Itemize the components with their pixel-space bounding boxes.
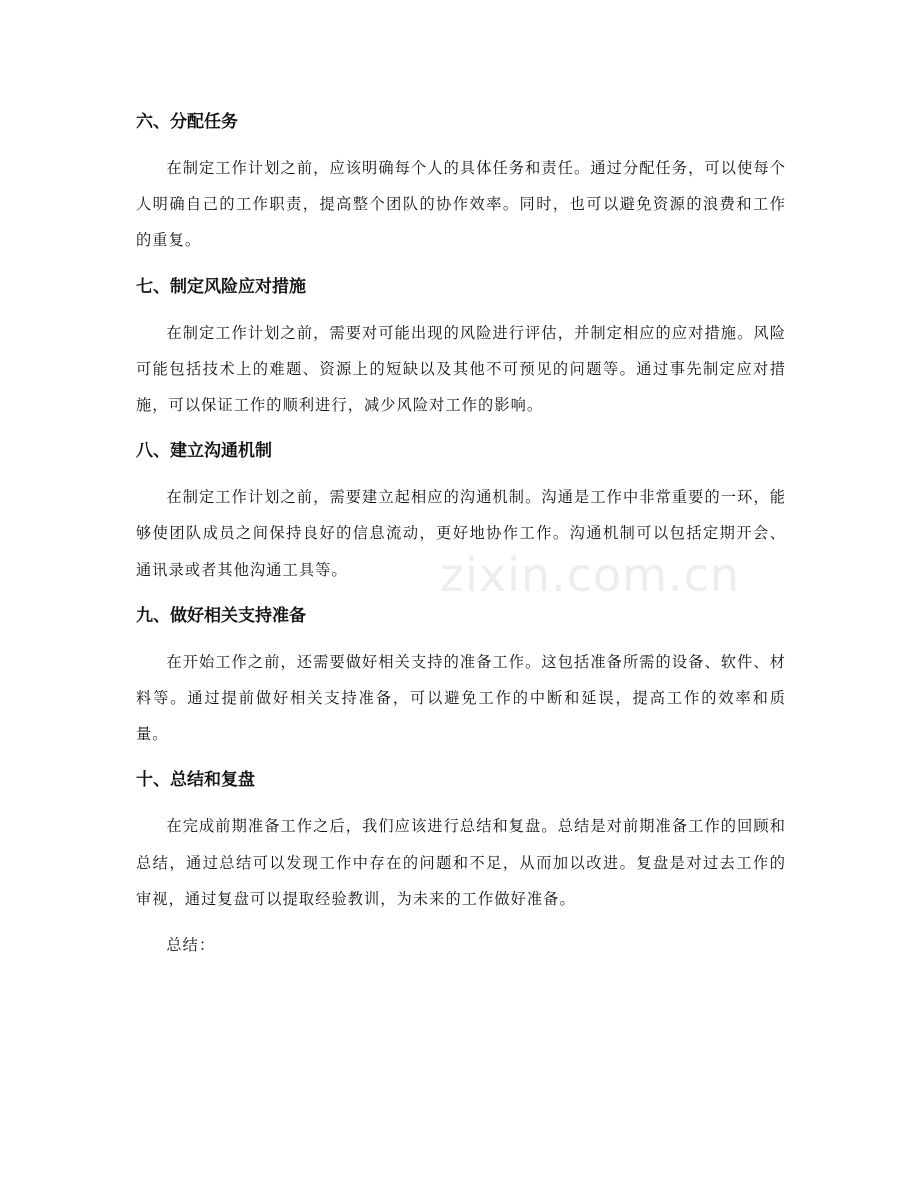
summary-label: 总结：: [166, 936, 216, 955]
section-heading: 九、做好相关支持准备: [136, 605, 306, 626]
section-paragraph: 在开始工作之前，还需要做好相关支持的准备工作。这包括准备所需的设备、软件、材料等。通过提前做好相关支持准备，可以避免工作的中断和延误，提高工作的效率和质量。: [136, 652, 786, 744]
section-paragraph: 在制定工作计划之前，需要对可能出现的风险进行评估，并制定相应的应对措施。风险可能包括技术上的难题、资源上的短缺以及其他不可预见的问题等。通过事先制定应对措施，可以保证工作的顺利进行，减少风险对工作的影响。: [136, 323, 786, 415]
section-paragraph: 在制定工作计划之前，应该明确每个人的具体任务和责任。通过分配任务，可以使每个人明确自己的工作职责，提高整个团队的协作效率。同时，也可以避免资源的浪费和工作的重复。: [136, 159, 786, 250]
section-heading: 十、总结和复盘: [136, 770, 255, 791]
section-review: [136, 762, 786, 917]
section-communication: [136, 433, 786, 588]
section-risk-measures: [136, 269, 786, 424]
section-heading: 六、分配任务: [136, 112, 238, 132]
section-paragraph: 在完成前期准备工作之后，我们应该进行总结和复盘。总结是对前期准备工作的回顾和总结，通过总结可以发现工作中存在的问题和不足，从而加以改进。复盘是对过去工作的审视，通过复盘可以提取经验教训，为未来的工作做好准备。: [136, 817, 786, 908]
section-assign-tasks: [136, 104, 786, 259]
section-paragraph: 在制定工作计划之前，需要建立起相应的沟通机制。沟通是工作中非常重要的一环，能够使团队成员之间保持良好的信息流动，更好地协作工作。沟通机制可以包括定期开会、通讯录或者其他沟通工具等。: [136, 488, 786, 579]
section-heading: 七、制定风险应对措施: [136, 276, 306, 297]
document-content: [136, 104, 786, 963]
watermark-text: zixin.com.cn: [440, 548, 741, 602]
section-support-prep: [136, 598, 786, 753]
section-heading: 八、建立沟通机制: [136, 441, 272, 462]
